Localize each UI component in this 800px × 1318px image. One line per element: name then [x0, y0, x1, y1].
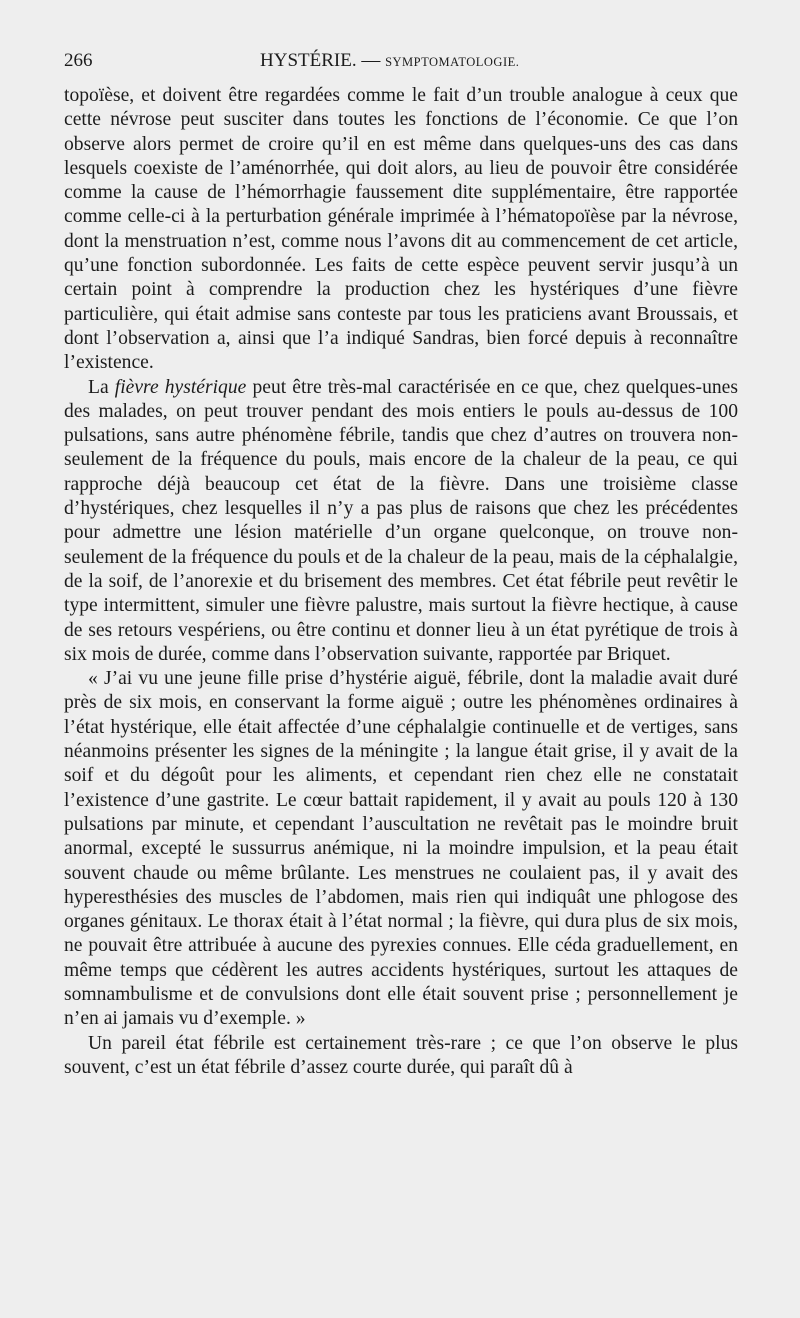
running-title-main: HYSTÉRIE. —: [260, 50, 381, 71]
running-header: [64, 50, 738, 80]
paragraph-continuation: topoïèse, et doivent être regardées comme le fait d’un trouble analogue à ceux que cette névrose peut susciter dans toutes les fonctions de l’économie. Ce que l’on observe alors permet de croire qu’il en est même dans quelques-uns des cas dans lesquels coexiste de l’aménorrhée, qui doit alors, au lieu de pouvoir être considérée comme la cause de l’hémorrhagie faussement dite supplémentaire, être rapportée comme celle-ci à la perturbation générale imprimée à l’hématopoïèse par la névrose, dont la menstruation n’est, comme nous l’avons dit au commencement de cet article, qu’une fonction subordonnée. Les faits de cette espèce peuvent servir jusqu’à un certain point à comprendre la production chez les hystériques d’une fièvre particulière, qui était admise sans conteste par tous les praticiens avant Broussais, et dont l’observation a, ainsi que l’a indiqué Sandras, bien forcé depuis à reconnaître l’existence.: [64, 85, 738, 374]
paragraph-quotation: « J’ai vu une jeune fille prise d’hystérie aiguë, fébrile, dont la maladie avait duré près de six mois, en conservant la forme aiguë ; outre les phénomènes ordinaires à l’état hystérique, elle était affectée d’une céphalalgie continuelle et de vertiges, sans néanmoins présenter les signes de la méningite ; la langue était grise, il y avait de la soif et du dégoût pour les aliments, et cependant rien chez elle ne constatait l’existence d’une gastrite. Le cœur battait rapidement, il y avait au pouls 120 à 130 pulsations par minute, et cependant l’auscultation ne revêtait pas le moindre bruit anormal, excepté le sussurrus anémique, ni la moindre impulsion, et la peau était souvent chaude ou même brûlante. Les menstrues ne coulaient pas, il y avait des hyperesthésies des muscles de l’abdomen, mais rien qui indiquât une phlogose des organes génitaux. Le thorax était à l’état normal ; la fièvre, qui dura plus de six mois, ne pouvait être attribuée à aucune des pyrexies connues. Elle céda graduellement, en même temps que cédèrent les autres accidents hystériques, surtout les attaques de somnambulisme et de convulsions dont elle était souvent prise ; personnellement je n’en ai jamais vu d’exemple. »: [64, 668, 738, 1030]
paragraph-lead: La: [88, 376, 115, 398]
running-title: [260, 50, 519, 72]
body-text: [64, 84, 738, 1080]
paragraph-body: peut être très-mal caractérisée en ce que, chez quelques-unes des malades, on peut trouver pendant des mois entiers le pouls au-dessus de 100 pulsations, sans autre phénomène fébrile, tandis que chez d’autres on trouvera non-seulement de la fréquence du pouls, mais encore de la chaleur de la peau, ce qui rapproche déjà beaucoup cet état de la fièvre. Dans une troisième classe d’hystériques, chez lesquelles il n’y a pas plus de raisons que chez les précédentes pour admettre une lésion matérielle d’un organe quelconque, on trouve non-seulement de la fréquence du pouls et de la chaleur de la peau, mais de la céphalalgie, de la soif, de l’anorexie et du brisement des membres. Cet état fébrile peut revêtir le type intermittent, simuler une fièvre palustre, mais surtout la fièvre hectique, à cause de ses retours vespériens, ou être continu et donner lieu à un état pyrétique de trois à six mois de durée, comme dans l’observation suivante, rapportée par Briquet.: [64, 376, 738, 665]
emphasis-term: fièvre hystérique: [114, 376, 247, 398]
running-title-section: SYMPTOMATOLOGIE.: [385, 55, 520, 69]
paragraph-fievre-hysterique: [64, 376, 738, 668]
page-number: 266: [64, 50, 93, 71]
paragraph-conclusion: Un pareil état fébrile est certainement très-rare ; ce que l’on observe le plus souvent, c’est un état fébrile d’assez courte durée, qui paraît dû à: [64, 1032, 738, 1078]
